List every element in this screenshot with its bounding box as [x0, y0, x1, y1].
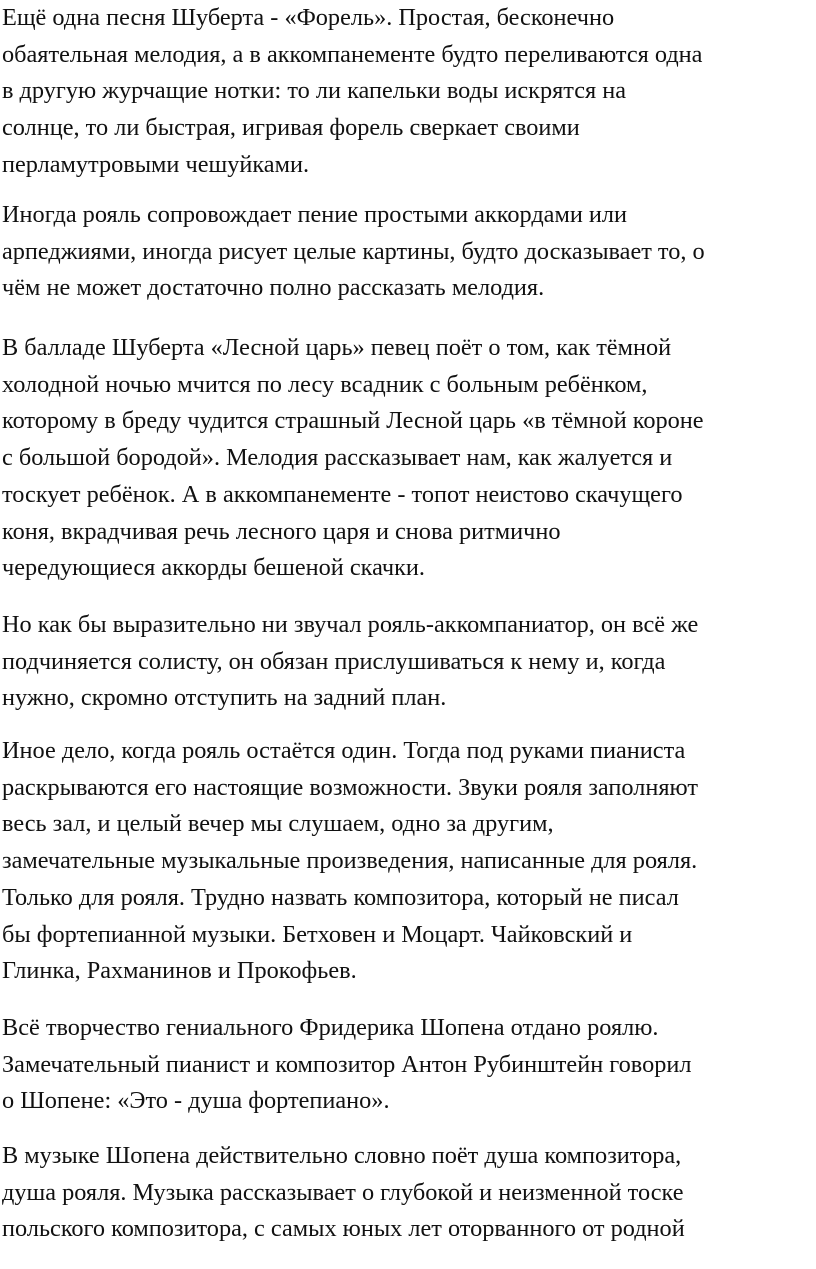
text-line: весь зал, и целый вечер мы слушаем, одно за другим,: [2, 810, 554, 838]
text-line: Всё творчество гениального Фридерика Шопена отдано роялю.: [2, 1014, 659, 1041]
text-line: подчиняется солисту, он обязан прислушиваться к нему и, когда: [2, 647, 666, 675]
text-line: обаятельная мелодия, а в аккомпанементе будто переливаются одна: [2, 40, 703, 68]
text-line: польского композитора, с самых юных лет оторванного от родной: [2, 1215, 685, 1243]
text-line: перламутровыми чешуйками.: [2, 150, 310, 178]
text-line: солнце, то ли быстрая, игривая форель сверкает своими: [2, 114, 580, 142]
text-line: Но как бы выразительно ни звучал рояль-аккомпаниатор, он всё же: [2, 611, 699, 638]
text-line: тоскует ребёнок. А в аккомпанементе - топот неистово скачущего: [2, 480, 683, 508]
paragraph-piano-accompaniment: [2, 197, 705, 307]
text-line: коня, вкрадчивая речь лесного царя и снова ритмично: [2, 517, 561, 545]
text-line: чередующиеся аккорды бешеной скачки.: [2, 554, 425, 582]
text-line: Замечательный пианист и композитор Антон Рубинштейн говорил: [2, 1050, 692, 1078]
text-line: Иное дело, когда рояль остаётся один. Тогда под руками пианиста: [2, 737, 686, 764]
paragraph-solo-piano: [2, 733, 698, 990]
text-line: Ещё одна песня Шуберта - «Форель». Простая, бесконечно: [2, 4, 615, 31]
text-line: холодной ночью мчится по лесу всадник с больным ребёнком,: [2, 370, 648, 398]
text-line: в другую журчащие нотки: то ли капельки воды искрятся на: [2, 77, 627, 105]
text-line: Иногда рояль сопровождает пение простыми аккордами или: [2, 201, 628, 228]
text-line: нужно, скромно отступить на задний план.: [2, 684, 447, 712]
paragraph-erlking: [2, 330, 704, 587]
text-line: с большой бородой». Мелодия рассказывает нам, как жалуется и: [2, 444, 673, 472]
paragraph-chopin: [2, 1010, 692, 1120]
text-line: душа рояля. Музыка рассказывает о глубокой и неизменной тоске: [2, 1178, 684, 1206]
text-line: В музыке Шопена действительно словно поёт душа композитора,: [2, 1142, 682, 1169]
text-line: Глинка, Рахманинов и Прокофьев.: [2, 957, 357, 985]
text-line: замечательные музыкальные произведения, написанные для рояля.: [2, 847, 698, 875]
paragraph-accompanist: [2, 607, 698, 717]
text-line: раскрываются его настоящие возможности. Звуки рояля заполняют: [2, 773, 698, 801]
paragraph-trout: [2, 0, 702, 184]
text-line: арпеджиями, иногда рисует целые картины, будто досказывает то, о: [2, 237, 705, 265]
text-line: о Шопене: «Это - душа фортепиано».: [2, 1087, 390, 1115]
text-line: бы фортепианной музыки. Бетховен и Моцарт. Чайковский и: [2, 920, 633, 948]
text-line: которому в бреду чудится страшный Лесной царь «в тёмной короне: [2, 407, 704, 435]
text-line: В балладе Шуберта «Лесной царь» певец поёт о том, как тёмной: [2, 334, 672, 361]
text-line: чём не может достаточно полно рассказать мелодия.: [2, 274, 545, 302]
paragraph-chopin-music: [2, 1138, 685, 1248]
text-line: Только для рояля. Трудно назвать композитора, который не писал: [2, 883, 679, 911]
